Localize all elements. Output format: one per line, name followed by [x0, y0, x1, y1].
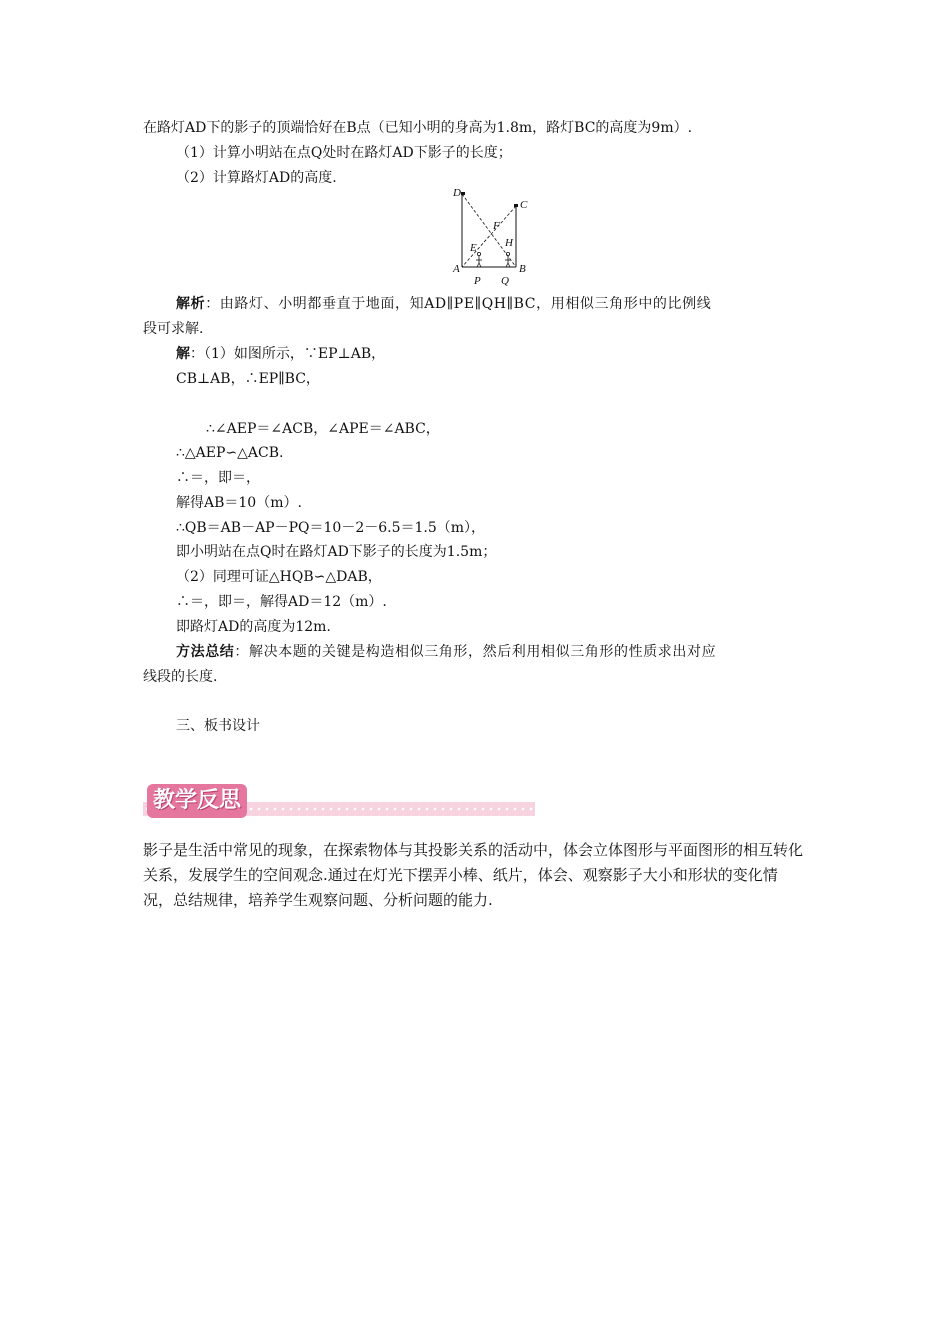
problem-line-1: 在路灯AD下的影子的顶端恰好在B点（已知小明的身高为1.8m，路灯BC的高度为9m）.: [143, 120, 693, 136]
label-d: D: [453, 187, 461, 199]
label-b: B: [519, 263, 526, 275]
label-f: F: [493, 220, 500, 232]
label-c: C: [520, 199, 528, 211]
summary-line-1: [176, 642, 716, 662]
reflection-banner: [143, 784, 535, 820]
solution-line-8: 即小明站在点Q时在路灯AD下影子的长度为1.5m；: [176, 544, 497, 560]
solution-label: 解: [176, 346, 190, 362]
person-q: [505, 252, 511, 267]
summary-line-2: 线段的长度.: [143, 669, 218, 685]
summary-label: 方法总结: [176, 644, 235, 660]
label-a: A: [453, 263, 460, 275]
reflection-paragraph: 影子是生活中常见的现象，在探索物体与其投影关系的活动中，体会立体图形与平面图形的相互转化关系，发展学生的空间观念.通过在灯光下摆弄小棒、纸片，体会、观察影子大小和形状的变化情况，总结规律，培养学生观察问题、分析问题的能力.: [143, 841, 804, 909]
analysis-label: 解析: [176, 296, 206, 312]
solution-line-3: ∴∠AEP＝∠ACB，∠APE＝∠ABC，: [206, 421, 440, 437]
lamp-d: [461, 192, 465, 195]
solution-line-7: ∴QB＝AB－AP－PQ＝10－2－6.5＝1.5（m），: [176, 520, 486, 536]
section-heading: 三、板书设计: [176, 718, 260, 734]
analysis-text-1: ：由路灯、小明都垂直于地面，知AD∥PE∥QH∥BC，用相似三角形中的比例线: [205, 296, 712, 312]
solution-line-1: [176, 344, 385, 364]
solution-line-6: 解得AB＝10（m）.: [176, 495, 302, 511]
solution-line-2: CB⊥AB，∴EP∥BC，: [176, 371, 320, 387]
solution-line-4: ∴△AEP∽△ACB.: [176, 445, 284, 461]
solution-line-10: ∴＝，即＝，解得AD＝12（m）.: [176, 594, 387, 610]
person-p: [476, 252, 482, 267]
solution-line-9: （2）同理可证△HQB∽△DAB，: [176, 569, 382, 585]
solution-line-5: ∴＝，即＝，: [176, 470, 260, 486]
question-1: （1）计算小明站在点Q处时在路灯AD下影子的长度；: [176, 145, 512, 161]
label-h: H: [505, 237, 513, 249]
solution-line-11: 即路灯AD的高度为12m.: [176, 619, 331, 635]
label-e: E: [470, 242, 477, 254]
geometry-figure: [452, 184, 536, 290]
analysis-line-2: 段可求解.: [143, 321, 204, 337]
lamp-c: [514, 204, 518, 207]
question-2: （2）计算路灯AD的高度.: [176, 170, 337, 186]
analysis-line-1: [176, 294, 711, 314]
summary-text-1: ：解决本题的关键是构造相似三角形，然后利用相似三角形的性质求出对应: [234, 644, 717, 660]
label-p: P: [474, 275, 481, 287]
solution-text-1: ：（1）如图所示，∵EP⊥AB，: [190, 346, 386, 362]
reflection-title: 教学反思: [147, 784, 247, 818]
label-q: Q: [501, 275, 509, 287]
